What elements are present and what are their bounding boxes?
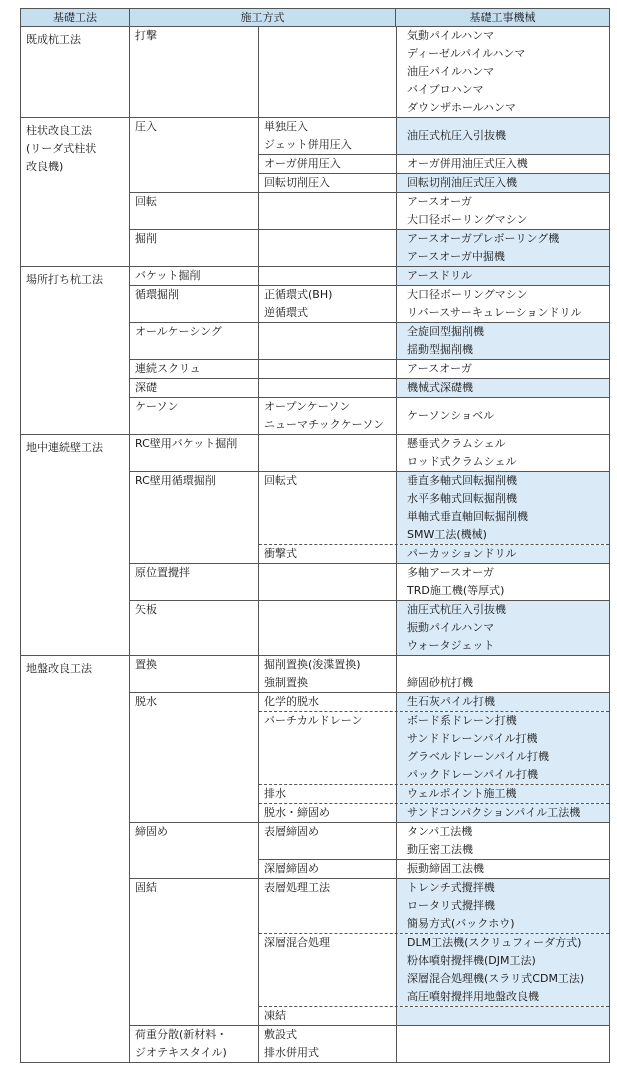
sub-method-row [259, 193, 609, 229]
construction-method-body [258, 1026, 609, 1062]
machine-name: 動圧密工法機 [407, 843, 473, 856]
foundation-method-name: 改良機) [26, 160, 64, 173]
construction-method-cell [130, 1026, 258, 1062]
machine-name: タンパ工法機 [407, 825, 473, 838]
construction-method-body [258, 27, 609, 117]
machine-name: 懸垂式クラムシェル [407, 437, 506, 450]
construction-method-body [258, 823, 609, 878]
machine-name: ウォータジェット [407, 639, 495, 652]
machine-name: パーカッションドリル [407, 547, 517, 560]
sub-method-row [259, 173, 609, 192]
construction-method-cell [130, 379, 258, 397]
construction-method-name: 打撃 [135, 29, 157, 42]
sub-method-cell [259, 804, 396, 822]
header-construction-method: 施工方式 [129, 9, 395, 26]
sub-method-row [259, 656, 609, 692]
sub-method-name: 化学的脱水 [264, 695, 319, 708]
machinery-cell [396, 398, 609, 434]
machine-name: トレンチ式攪拌機 [407, 881, 495, 894]
method-group [20, 267, 610, 435]
machine-name: 機械式深礎機 [407, 381, 473, 394]
machine-name: アースオーガ [407, 362, 472, 375]
construction-method-cell [130, 286, 258, 322]
sub-method-cell [259, 118, 396, 154]
table-header-row [20, 8, 610, 27]
machine-name: ケーソンショベル [407, 409, 495, 422]
sub-method-row [259, 267, 609, 285]
machine-name: 粉体噴射攪拌機(DJM工法) [407, 954, 536, 967]
sub-method-name: 凍結 [264, 1009, 286, 1022]
sub-method-cell [259, 27, 396, 117]
sub-method-row [259, 154, 609, 173]
machinery-cell [396, 656, 609, 692]
machinery-cell [396, 286, 609, 322]
machine-name: 垂直多軸式回転掘削機 [407, 474, 517, 487]
sub-method-cell [259, 398, 396, 434]
sub-method-cell [259, 360, 396, 378]
construction-method-cell [130, 118, 258, 192]
construction-method-cell [130, 398, 258, 434]
construction-method-cell [130, 27, 258, 117]
machine-name: SMW工法(機械) [407, 528, 487, 541]
machine-name: リバースサーキュレーションドリル [407, 306, 582, 319]
machine-name: 締固砂杭打機 [407, 676, 473, 689]
sub-method-row [259, 286, 609, 322]
construction-method-body [258, 360, 609, 378]
construction-method-cell [130, 435, 258, 471]
machine-name: 大口径ボーリングマシン [407, 288, 528, 301]
sub-method-row [259, 1006, 609, 1025]
construction-method-name: ケーソン [135, 400, 179, 413]
machine-name: 油圧パイルハンマ [407, 65, 495, 78]
sub-method-name: 単独圧入 [264, 120, 308, 133]
method-group-body [129, 118, 609, 266]
construction-method-body [258, 286, 609, 322]
foundation-method-cell [21, 118, 129, 266]
construction-method-row [130, 656, 609, 692]
method-group [20, 435, 610, 656]
sub-method-row [259, 803, 609, 822]
construction-method-cell [130, 267, 258, 285]
construction-method-body [258, 267, 609, 285]
sub-method-row [259, 879, 609, 933]
sub-method-row [259, 379, 609, 397]
sub-method-name: バーチカルドレーン [264, 714, 363, 727]
machinery-cell [396, 804, 609, 822]
machinery-cell [396, 693, 609, 711]
machinery-cell [396, 601, 609, 655]
sub-method-row [259, 823, 609, 859]
header-foundation-method: 基礎工法 [53, 11, 97, 24]
construction-method-body [258, 879, 609, 1025]
header-machinery: 基礎工事機械 [395, 9, 609, 26]
machine-name: 振動締固工法機 [407, 862, 484, 875]
sub-method-name: 掘削置換(浚渫置換) [264, 658, 361, 671]
sub-method-cell [259, 435, 396, 471]
machine-name: ロータリ式攪拌機 [407, 899, 495, 912]
sub-method-name: 正循環式(BH) [264, 288, 333, 301]
sub-method-cell [259, 379, 396, 397]
sub-method-cell [259, 656, 396, 692]
method-group [20, 656, 610, 1063]
machine-name: グラベルドレーンパイル打機 [407, 750, 550, 763]
sub-method-cell [259, 564, 396, 600]
table-body [20, 27, 610, 1063]
machinery-cell [396, 712, 609, 784]
machine-name: バイブロハンマ [407, 83, 484, 96]
machinery-cell [396, 230, 609, 266]
sub-method-cell [259, 545, 396, 563]
sub-method-cell [259, 267, 396, 285]
construction-method-name: 固結 [135, 881, 157, 894]
construction-method-row [130, 118, 609, 192]
sub-method-cell [259, 193, 396, 229]
method-group-body [129, 435, 609, 655]
sub-method-row [259, 693, 609, 711]
construction-method-row [130, 1025, 609, 1062]
foundation-method-name: (リーダ式柱状 [26, 142, 97, 155]
sub-method-name: 逆循環式 [264, 306, 308, 319]
sub-method-row [259, 435, 609, 471]
machinery-cell [396, 472, 609, 544]
construction-method-name: RC壁用バケット掘削 [135, 437, 238, 450]
sub-method-row [259, 118, 609, 154]
machine-name: 高圧噴射攪拌用地盤改良機 [407, 990, 539, 1003]
construction-method-name: 連続スクリュ [135, 362, 201, 375]
machine-name: ウェルポイント施工機 [407, 787, 517, 800]
machine-name: サンドコンパクションパイル工法機 [407, 806, 581, 819]
machinery-cell [396, 155, 609, 173]
machinery-cell [396, 174, 609, 192]
machinery-cell [396, 934, 609, 1006]
foundation-method-cell [21, 435, 129, 655]
construction-method-name: ジオテキスタイル) [135, 1046, 227, 1059]
sub-method-cell [259, 1007, 396, 1025]
method-group-body [129, 267, 609, 434]
sub-method-name: ニューマチックケーソン [264, 418, 385, 431]
foundation-method-name: 地中連続壁工法 [26, 441, 103, 454]
construction-method-name: 脱水 [135, 695, 157, 708]
machinery-cell [396, 785, 609, 803]
construction-method-name: バケット掘削 [135, 269, 201, 282]
sub-method-row [259, 360, 609, 378]
sub-method-row [259, 230, 609, 266]
construction-method-row [130, 27, 609, 117]
sub-method-cell [259, 155, 396, 173]
machine-name: 水平多軸式回転掘削機 [407, 492, 517, 505]
construction-method-cell [130, 323, 258, 359]
construction-method-name: 深礎 [135, 381, 157, 394]
sub-method-cell [259, 472, 396, 544]
sub-method-name: 深層締固め [264, 862, 319, 875]
sub-method-cell [259, 823, 396, 859]
construction-method-row [130, 397, 609, 434]
sub-method-row [259, 859, 609, 878]
machine-name: アースオーガプレボーリング機 [407, 232, 560, 245]
construction-method-row [130, 285, 609, 322]
machine-name: サンドドレーンパイル打機 [407, 732, 538, 745]
construction-method-name: 圧入 [135, 120, 157, 133]
machine-name: ロッド式クラムシェル [407, 455, 517, 468]
construction-method-name: オールケーシング [135, 325, 222, 338]
machine-name: アースオーガ [407, 195, 472, 208]
construction-method-cell [130, 693, 258, 822]
sub-method-name: 敷設式 [264, 1028, 297, 1041]
construction-method-row [130, 192, 609, 229]
construction-method-name: 循環掘削 [135, 288, 179, 301]
construction-method-body [258, 564, 609, 600]
foundation-methods-table [20, 8, 610, 1063]
machine-name: DLM工法機(スクリュフィーダ方式) [407, 936, 582, 949]
construction-method-name: 矢板 [135, 603, 157, 616]
construction-method-row [130, 563, 609, 600]
machinery-cell [396, 435, 609, 471]
machine-name: アースドリル [407, 269, 473, 282]
machinery-cell [396, 860, 609, 878]
construction-method-body [258, 379, 609, 397]
machinery-cell [396, 1007, 609, 1025]
construction-method-name: 締固め [135, 825, 168, 838]
machine-name: パックドレーンパイル打機 [407, 768, 539, 781]
sub-method-row [259, 564, 609, 600]
machine-name: 生石灰パイル打機 [407, 695, 495, 708]
machine-name: TRD施工機(等厚式) [407, 584, 505, 597]
construction-method-body [258, 118, 609, 192]
sub-method-name: 強制置換 [264, 676, 308, 689]
sub-method-row [259, 1026, 609, 1062]
machine-name: 簡易方式(バックホウ) [407, 917, 515, 930]
method-group [20, 27, 610, 118]
machine-name: 多軸アースオーガ [407, 566, 494, 579]
machine-name: ボード系ドレーン打機 [407, 714, 517, 727]
sub-method-name: ジェット併用圧入 [264, 138, 352, 151]
construction-method-body [258, 656, 609, 692]
construction-method-cell [130, 193, 258, 229]
method-group-body [129, 27, 609, 117]
machine-name: ディーゼルパイルハンマ [407, 47, 526, 60]
foundation-method-name: 柱状改良工法 [26, 124, 92, 137]
machine-name: オーガ併用油圧式圧入機 [407, 157, 528, 170]
sub-method-cell [259, 785, 396, 803]
sub-method-cell [259, 1026, 396, 1062]
machinery-cell [396, 823, 609, 859]
sub-method-row [259, 323, 609, 359]
construction-method-name: 回転 [135, 195, 157, 208]
machinery-cell [396, 27, 609, 117]
construction-method-body [258, 472, 609, 563]
machine-name: 揺動型掘削機 [407, 343, 473, 356]
sub-method-name: 回転切削圧入 [264, 176, 330, 189]
foundation-method-cell [21, 656, 129, 1062]
foundation-method-cell [21, 27, 129, 117]
construction-method-name: 荷重分散(新材料・ [135, 1028, 228, 1041]
sub-method-row [259, 933, 609, 1006]
machine-name: 油圧式杭圧入引抜機 [407, 603, 506, 616]
machinery-cell [396, 267, 609, 285]
construction-method-cell [130, 601, 258, 655]
method-group-body [129, 656, 609, 1062]
machine-name: 気動パイルハンマ [407, 29, 495, 42]
machine-name: ダウンザホールハンマ [407, 101, 517, 114]
construction-method-body [258, 435, 609, 471]
construction-method-body [258, 601, 609, 655]
machine-name: 大口径ボーリングマシン [407, 213, 528, 226]
construction-method-row [130, 435, 609, 471]
machinery-cell [396, 360, 609, 378]
sub-method-row [259, 398, 609, 434]
construction-method-body [258, 230, 609, 266]
sub-method-row [259, 711, 609, 784]
machinery-cell [396, 1026, 609, 1062]
sub-method-row [259, 784, 609, 803]
machinery-cell [396, 879, 609, 933]
construction-method-name: RC壁用循環掘削 [135, 474, 216, 487]
machinery-cell [396, 379, 609, 397]
sub-method-row [259, 544, 609, 563]
construction-method-cell [130, 472, 258, 563]
construction-method-name: 置換 [135, 658, 157, 671]
sub-method-cell [259, 286, 396, 322]
method-group [20, 118, 610, 267]
sub-method-name: 回転式 [264, 474, 297, 487]
machine-name: 深層混合処理機(スラリ式CDM工法) [407, 972, 585, 985]
machinery-cell [396, 545, 609, 563]
sub-method-cell [259, 323, 396, 359]
sub-method-cell [259, 860, 396, 878]
construction-method-body [258, 693, 609, 822]
construction-method-row [130, 471, 609, 563]
sub-method-name: 排水併用式 [264, 1046, 319, 1059]
construction-method-row [130, 600, 609, 655]
sub-method-name: 脱水・締固め [264, 806, 330, 819]
sub-method-name: 排水 [264, 787, 286, 800]
construction-method-cell [130, 360, 258, 378]
machinery-cell [396, 193, 609, 229]
sub-method-row [259, 27, 609, 117]
construction-method-row [130, 378, 609, 397]
sub-method-name: 表層締固め [264, 825, 319, 838]
machine-name: 油圧式杭圧入引抜機 [407, 129, 506, 142]
construction-method-name: 原位置攪拌 [135, 566, 190, 579]
sub-method-name: オーガ併用圧入 [264, 157, 341, 170]
machinery-cell [396, 118, 609, 154]
construction-method-name: 掘削 [135, 232, 157, 245]
sub-method-cell [259, 712, 396, 784]
construction-method-body [258, 398, 609, 434]
construction-method-cell [130, 879, 258, 1025]
sub-method-row [259, 601, 609, 655]
sub-method-name: 衝撃式 [264, 547, 297, 560]
construction-method-body [258, 193, 609, 229]
sub-method-cell [259, 879, 396, 933]
construction-method-row [130, 822, 609, 878]
sub-method-name: 深層混合処理 [264, 936, 330, 949]
sub-method-cell [259, 601, 396, 655]
construction-method-cell [130, 564, 258, 600]
machine-name: 単軸式垂直軸回転掘削機 [407, 510, 528, 523]
construction-method-cell [130, 656, 258, 692]
machine-name: 全旋回型掘削機 [407, 325, 484, 338]
construction-method-row [130, 267, 609, 285]
foundation-method-name: 既成杭工法 [26, 33, 81, 46]
machine-name: 回転切削油圧式圧入機 [407, 176, 517, 189]
construction-method-row [130, 322, 609, 359]
sub-method-name: 表層処理工法 [264, 881, 330, 894]
construction-method-cell [130, 230, 258, 266]
sub-method-row [259, 472, 609, 544]
foundation-method-name: 地盤改良工法 [26, 662, 92, 675]
construction-method-row [130, 359, 609, 378]
sub-method-cell [259, 174, 396, 192]
sub-method-cell [259, 934, 396, 1006]
construction-method-row [130, 692, 609, 822]
sub-method-name: オープンケーソン [264, 400, 351, 413]
sub-method-cell [259, 230, 396, 266]
construction-method-row [130, 878, 609, 1025]
machine-name: アースオーガ中掘機 [407, 250, 505, 263]
foundation-method-cell [21, 267, 129, 434]
foundation-method-name: 場所打ち杭工法 [26, 273, 103, 286]
machine-name: 振動パイルハンマ [407, 621, 495, 634]
construction-method-body [258, 323, 609, 359]
machinery-cell [396, 323, 609, 359]
construction-method-cell [130, 823, 258, 878]
sub-method-cell [259, 693, 396, 711]
construction-method-row [130, 229, 609, 266]
machinery-cell [396, 564, 609, 600]
